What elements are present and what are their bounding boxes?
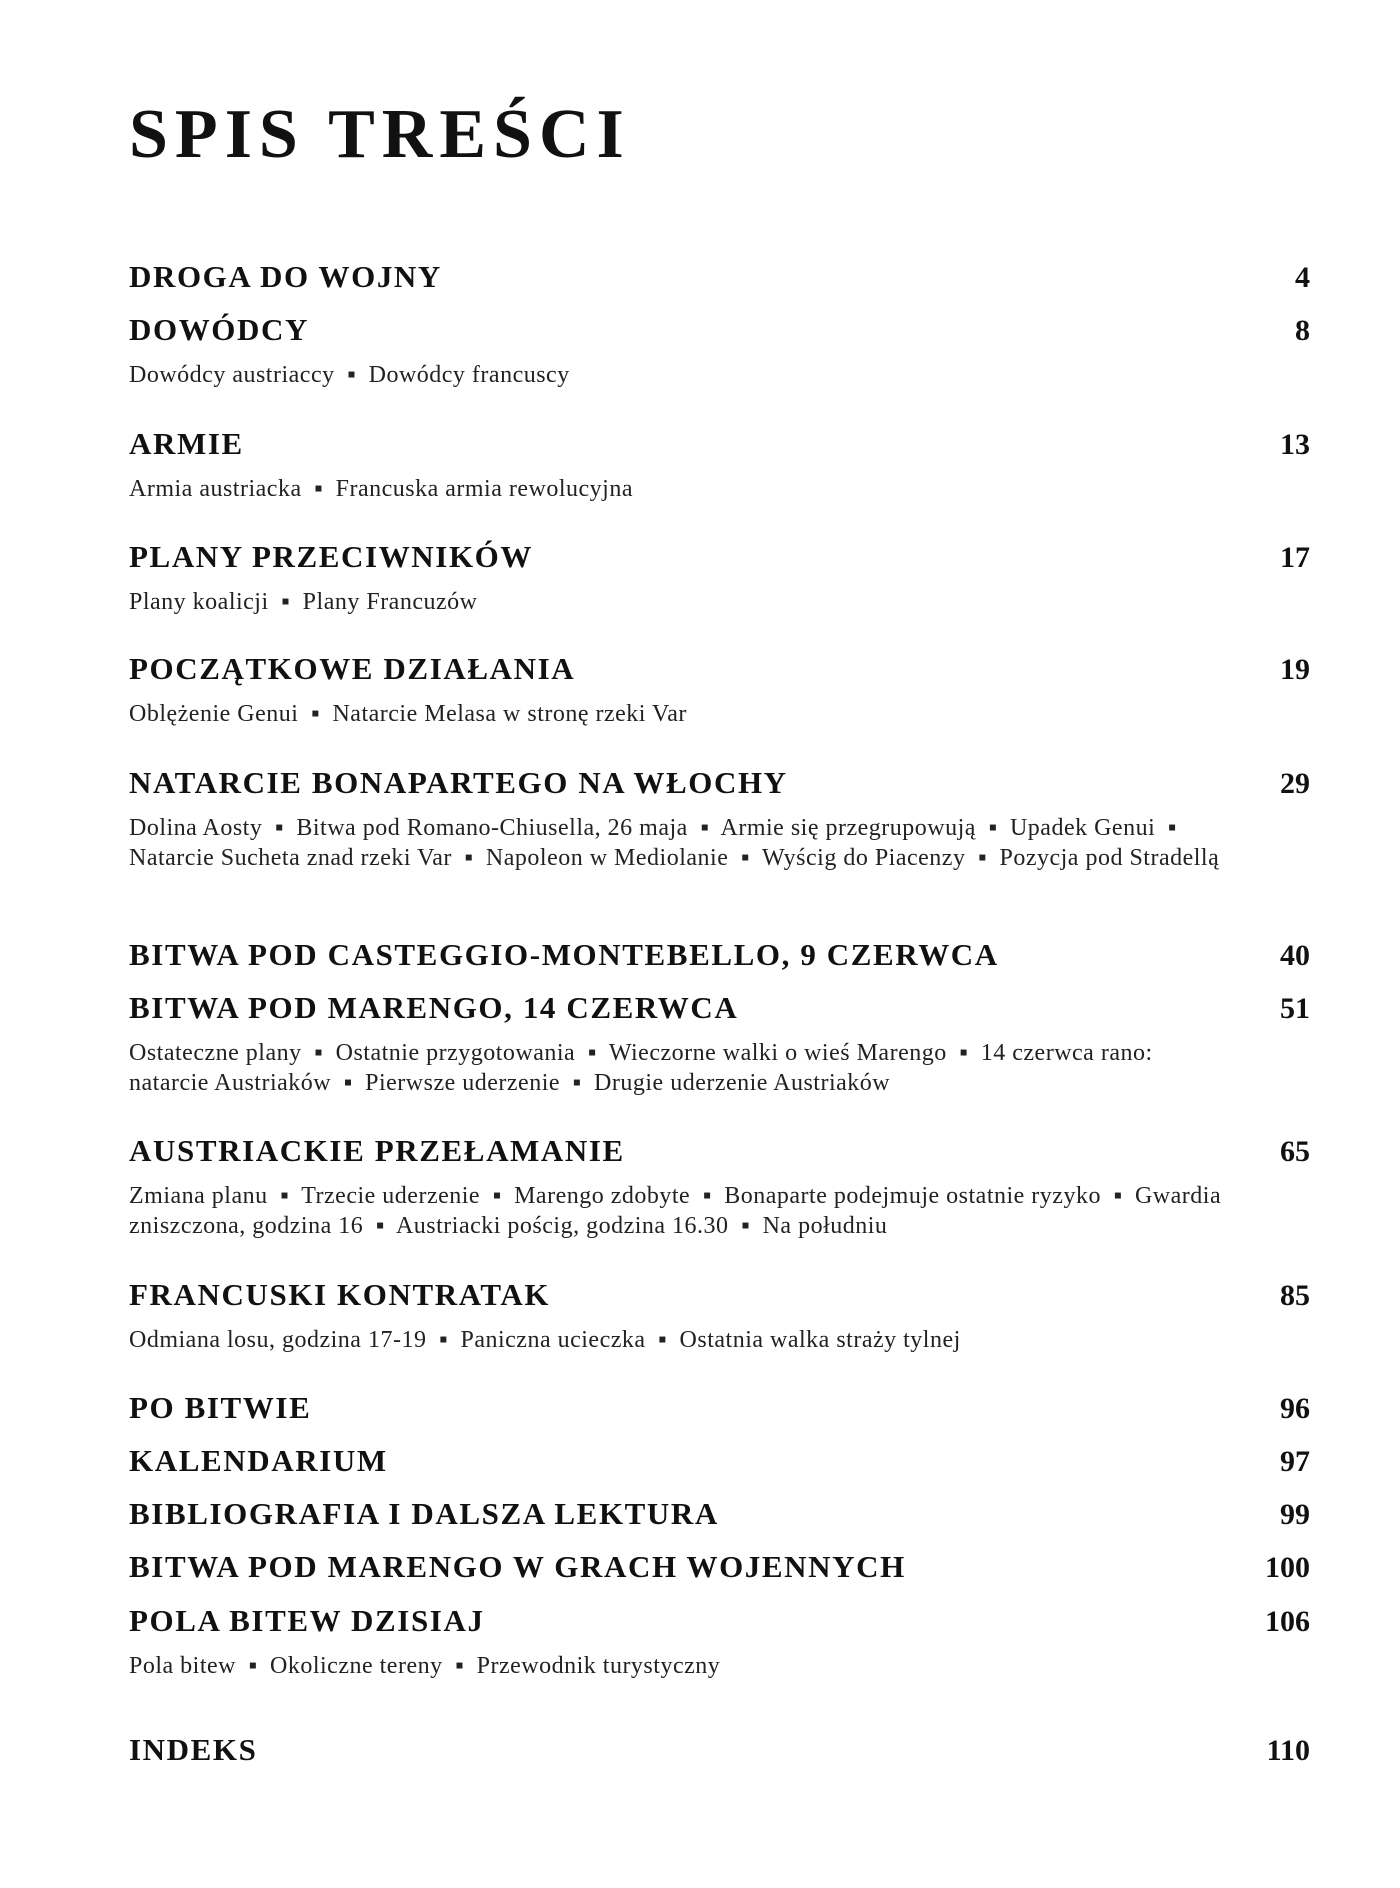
toc-entry bbox=[129, 1131, 1310, 1241]
toc-heading-row bbox=[129, 763, 1310, 803]
toc-heading-row bbox=[129, 1494, 1310, 1534]
subsection-item: Zmiana planu bbox=[129, 1183, 268, 1209]
subsection-item: Pozycja pod Stradellą bbox=[999, 845, 1220, 871]
page-number: 8 bbox=[1295, 314, 1310, 347]
subsection-item: Austriacki pościg, godzina 16.30 bbox=[395, 1213, 729, 1239]
chapter-title: ARMIE bbox=[129, 426, 244, 461]
subsection-item: Przewodnik turystyczny bbox=[476, 1653, 721, 1679]
subsection-item: Ostatnia walka straży tylnej bbox=[679, 1327, 961, 1353]
bullet-separator: ▪ bbox=[347, 362, 357, 388]
bullet-separator: ▪ bbox=[492, 1183, 502, 1209]
toc-entry bbox=[129, 649, 1310, 729]
toc-heading-row bbox=[129, 1388, 1310, 1428]
chapter-title: BITWA POD MARENGO, 14 CZERWCA bbox=[129, 990, 739, 1025]
bullet-separator: ▪ bbox=[455, 1653, 465, 1679]
bullet-separator: ▪ bbox=[741, 1213, 751, 1239]
toc-heading-row bbox=[129, 649, 1310, 689]
subsection-item: Drugie uderzenie Austriaków bbox=[594, 1070, 891, 1096]
chapter-title: PO BITWIE bbox=[129, 1390, 312, 1425]
bullet-separator: ▪ bbox=[1167, 815, 1177, 841]
subsection-list bbox=[129, 1181, 1239, 1241]
subsection-item: Armia austriacka bbox=[129, 476, 302, 502]
bullet-separator: ▪ bbox=[280, 1183, 290, 1209]
page-number: 110 bbox=[1266, 1734, 1310, 1767]
toc-entry bbox=[129, 763, 1310, 873]
toc-entry bbox=[129, 1547, 1310, 1587]
bullet-separator: ▪ bbox=[375, 1213, 385, 1239]
bullet-separator: ▪ bbox=[977, 845, 987, 871]
bullet-separator: ▪ bbox=[587, 1040, 597, 1066]
page-number: 19 bbox=[1280, 653, 1310, 686]
subsection-item: 14 czerwca rano: natarcie Austriaków bbox=[129, 1040, 1153, 1096]
subsection-item: Dowódcy austriaccy bbox=[129, 362, 335, 388]
subsection-item: Ostateczne plany bbox=[129, 1040, 302, 1066]
subsection-item: Na południu bbox=[762, 1213, 888, 1239]
subsection-item: Wieczorne walki o wieś Marengo bbox=[608, 1040, 947, 1066]
page-number: 51 bbox=[1280, 992, 1310, 1025]
subsection-list bbox=[129, 587, 1239, 617]
chapter-title: POLA BITEW DZISIAJ bbox=[129, 1603, 485, 1638]
toc-heading-row bbox=[129, 1601, 1310, 1641]
bullet-separator: ▪ bbox=[314, 1040, 324, 1066]
bullet-separator: ▪ bbox=[310, 701, 320, 727]
toc-entry bbox=[129, 257, 1310, 297]
subsection-item: Plany Francuzów bbox=[302, 589, 478, 615]
page-number: 99 bbox=[1280, 1498, 1310, 1531]
page-number: 106 bbox=[1265, 1605, 1310, 1638]
bullet-separator: ▪ bbox=[658, 1327, 668, 1353]
bullet-separator: ▪ bbox=[343, 1070, 353, 1096]
bullet-separator: ▪ bbox=[959, 1040, 969, 1066]
subsection-item: Oblężenie Genui bbox=[129, 701, 299, 727]
subsection-item: Dolina Aosty bbox=[129, 815, 263, 841]
toc-heading-row bbox=[129, 1730, 1310, 1770]
subsection-list bbox=[129, 1038, 1239, 1098]
toc-entry bbox=[129, 1601, 1310, 1681]
toc-heading-row bbox=[129, 1547, 1310, 1587]
chapter-title: FRANCUSKI KONTRATAK bbox=[129, 1277, 551, 1312]
toc-entry bbox=[129, 1275, 1310, 1355]
bullet-separator: ▪ bbox=[248, 1653, 258, 1679]
subsection-item: Natarcie Melasa w stronę rzeki Var bbox=[332, 701, 687, 727]
chapter-title: DROGA DO WOJNY bbox=[129, 259, 442, 294]
subsection-item: Natarcie Sucheta znad rzeki Var bbox=[129, 845, 452, 871]
subsection-item: Plany koalicji bbox=[129, 589, 269, 615]
subsection-item: Armie się przegrupowują bbox=[720, 815, 976, 841]
toc-heading-row bbox=[129, 935, 1310, 975]
bullet-separator: ▪ bbox=[740, 845, 750, 871]
subsection-item: Marengo zdobyte bbox=[514, 1183, 691, 1209]
chapter-title: BITWA POD MARENGO W GRACH WOJENNYCH bbox=[129, 1549, 906, 1584]
page-number: 97 bbox=[1280, 1445, 1310, 1478]
toc-heading-row bbox=[129, 537, 1310, 577]
toc-heading-row bbox=[129, 1131, 1310, 1171]
toc-entry bbox=[129, 1388, 1310, 1428]
subsection-item: Pola bitew bbox=[129, 1653, 236, 1679]
subsection-item: Wyścig do Piacenzy bbox=[761, 845, 966, 871]
subsection-item: Trzecie uderzenie bbox=[301, 1183, 481, 1209]
chapter-title: POCZĄTKOWE DZIAŁANIA bbox=[129, 651, 576, 686]
subsection-item: Bonaparte podejmuje ostatnie ryzyko bbox=[724, 1183, 1101, 1209]
toc-entry bbox=[129, 424, 1310, 504]
bullet-separator: ▪ bbox=[464, 845, 474, 871]
page-number: 40 bbox=[1280, 939, 1310, 972]
bullet-separator: ▪ bbox=[702, 1183, 712, 1209]
bullet-separator: ▪ bbox=[1113, 1183, 1123, 1209]
toc-entry bbox=[129, 537, 1310, 617]
subsection-item: Upadek Genui bbox=[1009, 815, 1156, 841]
page-number: 13 bbox=[1280, 428, 1310, 461]
page-number: 65 bbox=[1280, 1135, 1310, 1168]
toc-entry bbox=[129, 935, 1310, 975]
subsection-list bbox=[129, 699, 1239, 729]
chapter-title: PLANY PRZECIWNIKÓW bbox=[129, 539, 533, 574]
bullet-separator: ▪ bbox=[572, 1070, 582, 1096]
page-number: 85 bbox=[1280, 1279, 1310, 1312]
chapter-title: AUSTRIACKIE PRZEŁAMANIE bbox=[129, 1133, 625, 1168]
subsection-list bbox=[129, 360, 1239, 390]
subsection-list bbox=[129, 1325, 1239, 1355]
chapter-title: BITWA POD CASTEGGIO-MONTEBELLO, 9 CZERWCA bbox=[129, 937, 999, 972]
toc-entry bbox=[129, 1494, 1310, 1534]
chapter-title: KALENDARIUM bbox=[129, 1443, 388, 1478]
toc-heading-row bbox=[129, 257, 1310, 297]
subsection-item: Bitwa pod Romano-Chiusella, 26 maja bbox=[296, 815, 688, 841]
page-number: 4 bbox=[1295, 261, 1310, 294]
subsection-item: Gwardia zniszczona, godzina 16 bbox=[129, 1183, 1222, 1239]
subsection-item: Odmiana losu, godzina 17-19 bbox=[129, 1327, 427, 1353]
page-number: 96 bbox=[1280, 1392, 1310, 1425]
chapter-title: DOWÓDCY bbox=[129, 312, 309, 347]
toc-heading-row bbox=[129, 310, 1310, 350]
toc-heading-row bbox=[129, 988, 1310, 1028]
subsection-list bbox=[129, 813, 1239, 873]
toc-heading-row bbox=[129, 1275, 1310, 1315]
subsection-item: Paniczna ucieczka bbox=[460, 1327, 646, 1353]
toc-entry bbox=[129, 310, 1310, 390]
page-number: 100 bbox=[1265, 1551, 1310, 1584]
bullet-separator: ▪ bbox=[988, 815, 998, 841]
bullet-separator: ▪ bbox=[274, 815, 284, 841]
table-of-contents bbox=[129, 0, 1310, 1888]
toc-heading-row bbox=[129, 424, 1310, 464]
page-number: 29 bbox=[1280, 767, 1310, 800]
subsection-list bbox=[129, 474, 1239, 504]
subsection-item: Pierwsze uderzenie bbox=[365, 1070, 561, 1096]
chapter-title: NATARCIE BONAPARTEGO NA WŁOCHY bbox=[129, 765, 788, 800]
bullet-separator: ▪ bbox=[314, 476, 324, 502]
subsection-item: Napoleon w Mediolanie bbox=[485, 845, 729, 871]
subsection-item: Ostatnie przygotowania bbox=[335, 1040, 576, 1066]
page-number: 17 bbox=[1280, 541, 1310, 574]
subsection-list bbox=[129, 1651, 1239, 1681]
page-title: SPIS TREŚCI bbox=[129, 96, 631, 173]
subsection-item: Dowódcy francuscy bbox=[368, 362, 570, 388]
bullet-separator: ▪ bbox=[700, 815, 710, 841]
toc-entry bbox=[129, 1441, 1310, 1481]
bullet-separator: ▪ bbox=[281, 589, 291, 615]
bullet-separator: ▪ bbox=[438, 1327, 448, 1353]
subsection-item: Okoliczne tereny bbox=[270, 1653, 443, 1679]
chapter-title: INDEKS bbox=[129, 1732, 258, 1767]
toc-entry bbox=[129, 988, 1310, 1098]
toc-heading-row bbox=[129, 1441, 1310, 1481]
chapter-title: BIBLIOGRAFIA I DALSZA LEKTURA bbox=[129, 1496, 719, 1531]
toc-entry bbox=[129, 1730, 1310, 1770]
subsection-item: Francuska armia rewolucyjna bbox=[335, 476, 633, 502]
